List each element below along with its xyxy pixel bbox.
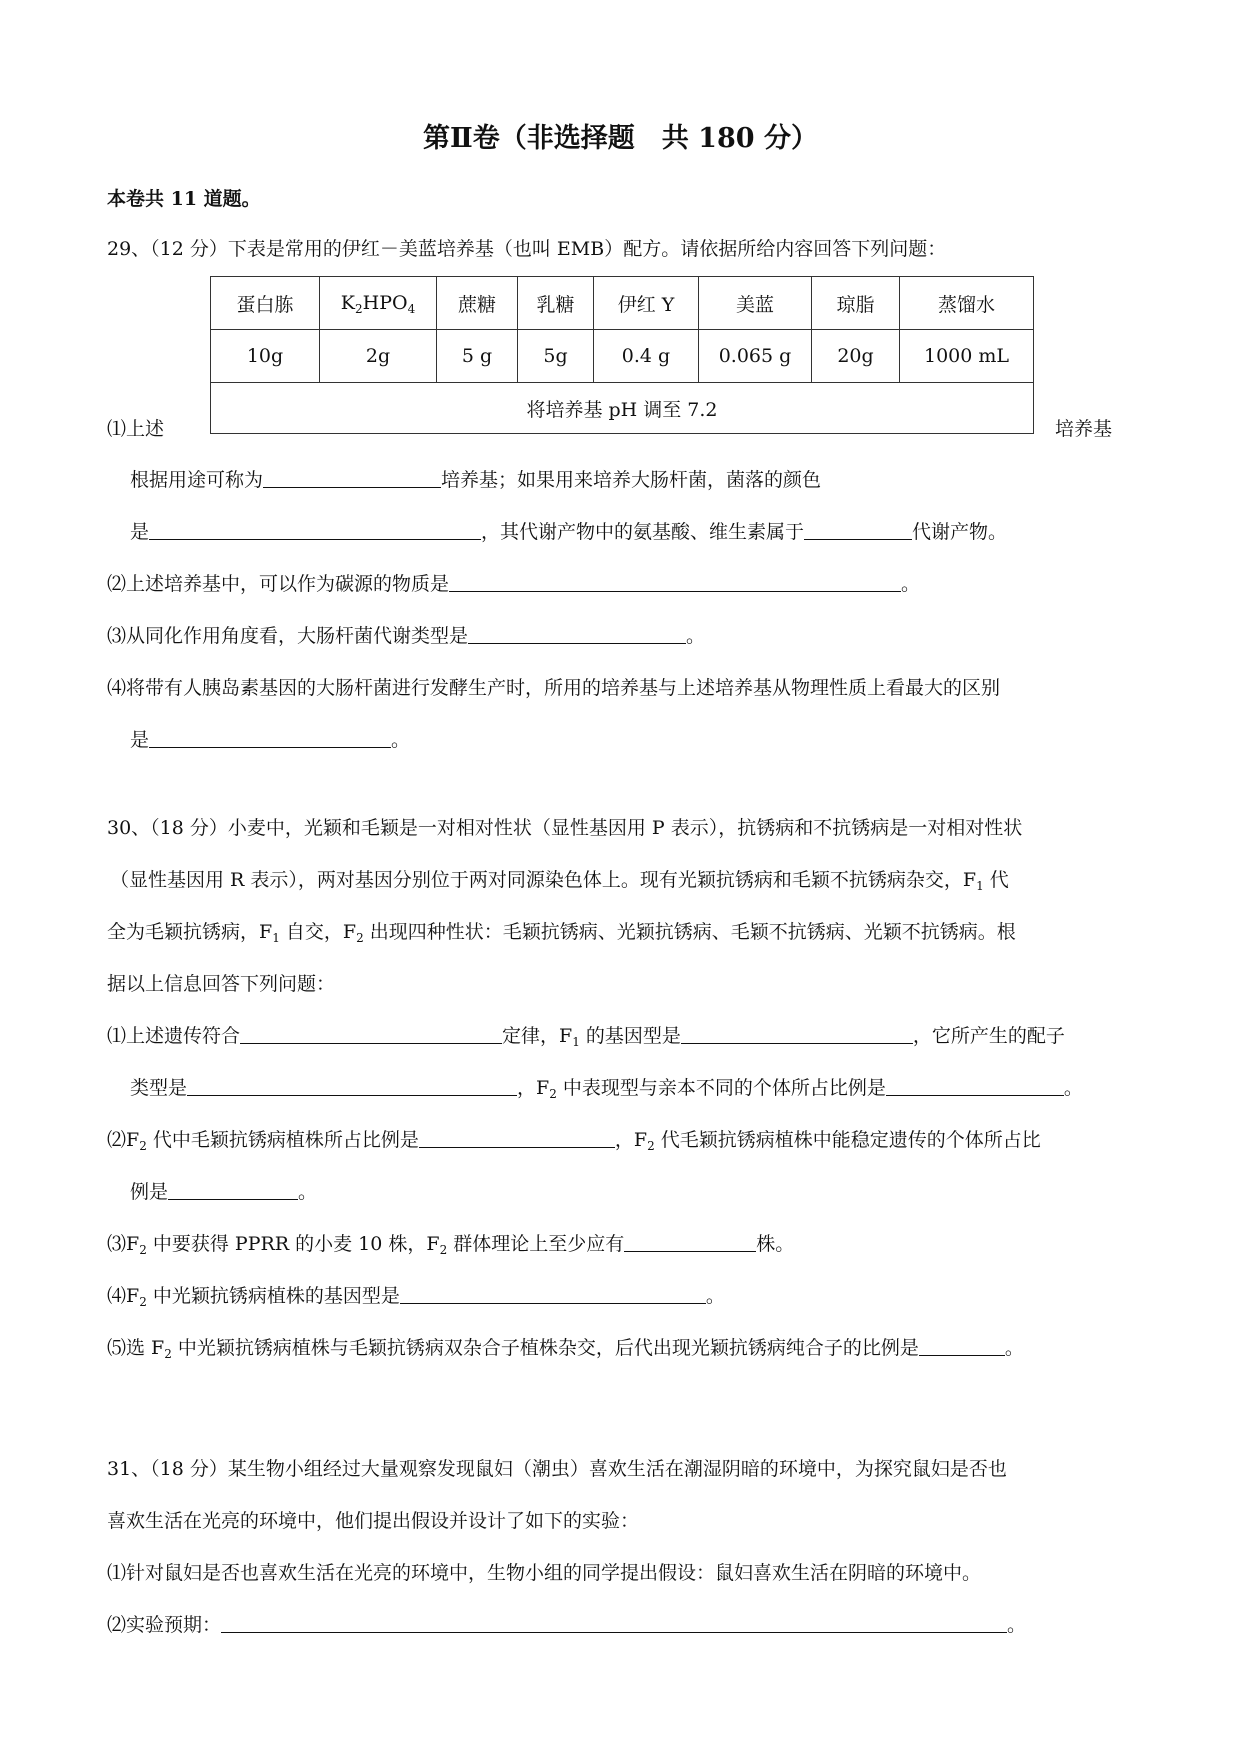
period: 。 — [686, 625, 706, 647]
answer-blank[interactable] — [886, 1075, 1064, 1096]
text-segment: ⑵实验预期： — [107, 1614, 222, 1636]
text-segment: 定律，$F_1$ 的基因型是 — [502, 1025, 681, 1049]
page-title: 第Ⅱ卷（非选择题 共 180 分） — [423, 123, 818, 154]
table-cell: 伊红 Y — [594, 277, 699, 330]
q30-p1-line1 — [107, 1023, 1065, 1049]
text-segment: $⑷F_2$ 中光颖抗锈病植株的基因型是 — [107, 1285, 400, 1309]
q31-stem-line2: 喜欢生活在光亮的环境中，他们提出假设并设计了如下的实验： — [107, 1510, 640, 1532]
period: 。 — [705, 1285, 725, 1307]
answer-blank[interactable] — [419, 1127, 615, 1148]
table-cell: 10g — [211, 330, 320, 383]
answer-blank[interactable] — [149, 727, 391, 748]
table-cell: 2g — [320, 330, 437, 383]
q29-p1-line2 — [130, 467, 821, 493]
q29-stem: 29、（12 分）下表是常用的伊红－美蓝培养基（也叫 EMB）配方。请依据所给内容回答下列问题： — [107, 238, 947, 260]
answer-blank[interactable] — [187, 1075, 517, 1096]
table-cell: 琼脂 — [812, 277, 900, 330]
q29-p3 — [107, 623, 705, 649]
q30-stem-line1: 30、（18 分）小麦中，光颖和毛颖是一对相对性状（显性基因用 P 表示），抗锈病和不抗锈病是一对相对性状 — [107, 817, 1023, 839]
answer-blank[interactable] — [149, 519, 481, 540]
q30-p2-line1 — [107, 1127, 1041, 1153]
table-note: 将培养基 pH 调至 7.2 — [211, 383, 1034, 434]
text-segment: 株。 — [756, 1233, 795, 1255]
text-segment: 是 — [130, 729, 150, 751]
answer-blank[interactable] — [804, 519, 912, 540]
text-segment: ，$F_2$ 代毛颖抗锈病植株中能稳定遗传的个体所占比 — [614, 1129, 1041, 1153]
q30-p5 — [107, 1335, 1024, 1361]
q31-p2 — [107, 1612, 1026, 1638]
period: 。 — [1063, 1077, 1083, 1099]
q30-stem-line4: 据以上信息回答下列问题： — [107, 973, 336, 995]
table-cell: 蛋白胨 — [211, 277, 320, 330]
period: 。 — [298, 1181, 318, 1203]
answer-blank[interactable] — [468, 623, 686, 644]
text-segment: ⑸选 $F_2$ 中光颖抗锈病植株与毛颖抗锈病双杂合子植株杂交，后代出现光颖抗锈病纯合子的比例是 — [107, 1337, 919, 1361]
q31-p1: ⑴针对鼠妇是否也喜欢生活在光亮的环境中，生物小组的同学提出假设：鼠妇喜欢生活在阴暗的环境中。 — [107, 1562, 982, 1584]
table-cell: 5g — [518, 330, 594, 383]
period: 。 — [901, 573, 921, 595]
text-segment: 根据用途可称为 — [130, 469, 264, 491]
table-cell: 乳糖 — [518, 277, 594, 330]
table-cell: 0.4 g — [594, 330, 699, 383]
section-intro: 本卷共 11 道题。 — [107, 188, 261, 210]
period: 。 — [1007, 1614, 1027, 1636]
text-segment: $⑶F_2$ 中要获得 PPRR 的小麦 10 株，$F_2$ 群体理论上至少应有 — [107, 1233, 625, 1257]
q30-p4 — [107, 1283, 725, 1309]
answer-blank[interactable] — [240, 1023, 502, 1044]
emb-recipe-table — [210, 276, 1034, 434]
answer-blank[interactable] — [624, 1231, 756, 1252]
q30-p3 — [107, 1231, 794, 1257]
answer-blank[interactable] — [449, 571, 901, 592]
table-cell: $K_2HPO_4$ — [320, 277, 437, 330]
q29-p1-start: ⑴上述 — [107, 418, 165, 440]
text-segment: ，$F_2$ 中表现型与亲本不同的个体所占比例是 — [517, 1077, 886, 1101]
period: 。 — [1004, 1337, 1024, 1359]
text-segment: ，其代谢产物中的氨基酸、维生素属于 — [481, 521, 805, 543]
table-value-row — [211, 330, 1034, 383]
period: 。 — [391, 729, 411, 751]
text-segment: $⑵F_2$ 代中毛颖抗锈病植株所占比例是 — [107, 1129, 419, 1153]
table-note-row — [211, 383, 1034, 434]
answer-blank[interactable] — [919, 1335, 1005, 1356]
text-segment: 是 — [130, 521, 150, 543]
text-segment: 培养基；如果用来培养大肠杆菌，菌落的颜色 — [441, 469, 822, 491]
answer-blank[interactable] — [681, 1023, 913, 1044]
q29-p2 — [107, 571, 920, 597]
q31-stem-line1: 31、（18 分）某生物小组经过大量观察发现鼠妇（潮虫）喜欢生活在潮湿阴暗的环境中，为探究鼠妇是否也 — [107, 1458, 1007, 1480]
table-cell: 0.065 g — [699, 330, 812, 383]
answer-blank[interactable] — [221, 1612, 1007, 1633]
text-segment: ，它所产生的配子 — [912, 1025, 1065, 1047]
text-segment: ⑶从同化作用角度看，大肠杆菌代谢类型是 — [107, 625, 469, 647]
q30-stem-line3: 全为毛颖抗锈病，$F_1$ 自交，$F_2$ 出现四种性状：毛颖抗锈病、光颖抗锈病、毛颖不抗锈病、光颖不抗锈病。根 — [107, 921, 1016, 945]
q29-p1-end: 培养基 — [1055, 418, 1113, 440]
answer-blank[interactable] — [168, 1179, 298, 1200]
answer-blank[interactable] — [263, 467, 441, 488]
text-segment: 类型是 — [130, 1077, 188, 1099]
q30-p2-line2 — [130, 1179, 317, 1205]
table-cell: 1000 mL — [900, 330, 1034, 383]
text-segment: ⑵上述培养基中，可以作为碳源的物质是 — [107, 573, 450, 595]
table-cell: 5 g — [437, 330, 518, 383]
text-segment: 代谢产物。 — [912, 521, 1008, 543]
table-cell: 蒸馏水 — [900, 277, 1034, 330]
q29-p1-line3 — [130, 519, 1007, 545]
q30-p1-line2 — [130, 1075, 1083, 1101]
table-cell: 美蓝 — [699, 277, 812, 330]
q30-stem-line2: （显性基因用 R 表示），两对基因分别位于两对同源染色体上。现有光颖抗锈病和毛颖不抗锈病杂交，$F_1$ 代 — [110, 869, 1009, 893]
table-header-row — [211, 277, 1034, 330]
q29-p4-line2 — [130, 727, 410, 753]
text-segment: ⑴上述遗传符合 — [107, 1025, 241, 1047]
table-cell: 20g — [812, 330, 900, 383]
q29-p4-line1: ⑷将带有人胰岛素基因的大肠杆菌进行发酵生产时，所用的培养基与上述培养基从物理性质上看最大的区别 — [107, 677, 1001, 699]
text-segment: 例是 — [130, 1181, 169, 1203]
table-cell: 蔗糖 — [437, 277, 518, 330]
answer-blank[interactable] — [400, 1283, 706, 1304]
